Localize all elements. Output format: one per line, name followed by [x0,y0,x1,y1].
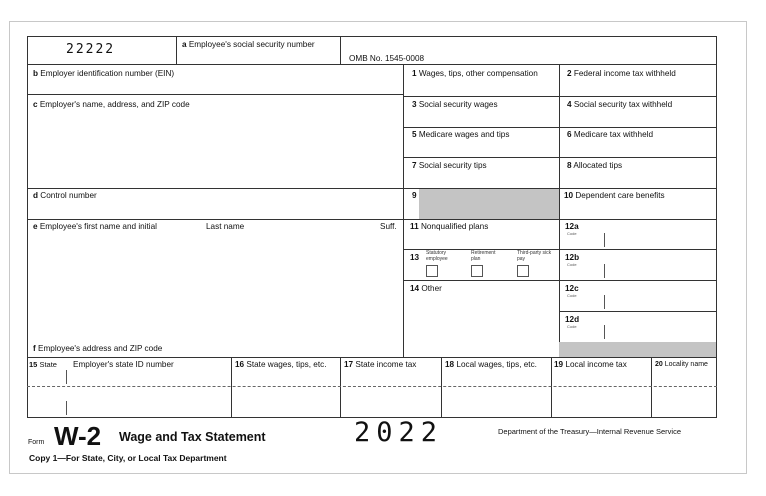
box-e-last-name: Last name [206,222,245,231]
box-11-label: 11 Nonqualified plans [410,222,489,231]
third-party-sick-pay-checkbox[interactable] [517,265,529,277]
box-a-text: Employee's social security number [188,40,315,49]
box-13-retirement-label: Retirement plan [471,250,496,262]
box-12a-divider [604,233,605,247]
box-2-label: 2 Federal income tax withheld [567,69,676,78]
control-code: 22222 [66,42,116,57]
row-line [559,280,716,281]
row-line [403,219,716,220]
divider [231,357,232,417]
box-9-label: 9 [412,191,417,200]
state-id-divider-lower [66,401,67,415]
divider [551,357,552,417]
box-14-label: 14 Other [410,284,442,293]
box-12b-label: 12b [565,253,580,262]
box-10-label: 10 Dependent care benefits [564,191,665,200]
box-7-text: Social security tips [418,161,487,170]
box-12-shaded [559,342,716,357]
box-4-text: Social security tax withheld [573,100,673,109]
row-line [27,219,403,220]
frame-top-line [27,36,717,37]
box-b-text: Employer identification number (EIN) [40,69,175,78]
divider [559,64,560,342]
box-2-text: Federal income tax withheld [573,69,676,78]
box-3-text: Social security wages [418,100,498,109]
row-line [27,64,717,65]
box-11-text: Nonqualified plans [420,222,489,231]
w2-form-page [9,21,747,474]
box-12d-label: 12d [565,315,580,324]
box-19-label: 19 Local income tax [554,360,627,369]
box-6-text: Medicare tax withheld [573,130,654,139]
box-17-label: 17 State income tax [344,360,417,369]
box-e-suffix: Suff. [380,222,397,231]
box-7-label: 7 Social security tips [412,161,487,170]
box-12b-code-label: Code [567,262,577,267]
box-e-label: e Employee's first name and initial [33,222,157,231]
form-word: Form [28,439,45,446]
box-5-text: Medicare wages and tips [418,130,510,139]
row-line [559,249,716,250]
box-18-text: Local wages, tips, etc. [456,360,537,369]
box-1-text: Wages, tips, other compensation [418,69,538,78]
box-6-label: 6 Medicare tax withheld [567,130,654,139]
box-4-label: 4 Social security tax withheld [567,100,673,109]
box-12a-label: 12a [565,222,579,231]
box-20-label: 20 Locality name [655,361,708,368]
row-line [27,94,403,95]
form-title: Wage and Tax Statement [119,430,266,444]
box-f-label: f Employee's address and ZIP code [33,344,163,353]
row-line [27,188,403,189]
box-12c-label: 12c [565,284,579,293]
divider [403,64,404,357]
box-1-label: 1 Wages, tips, other compensation [412,69,538,78]
box-9-shaded [419,189,559,219]
frame-right-line [716,36,717,417]
box-3-label: 3 Social security wages [412,100,498,109]
box-15-label: 15 State [29,360,57,369]
statutory-employee-checkbox[interactable] [426,265,438,277]
box-12c-code-label: Code [567,293,577,298]
form-name: W-2 [54,421,102,451]
box-20-text: Locality name [664,361,708,368]
box-b-label: b Employer identification number (EIN) [33,69,175,78]
omb-number: OMB No. 1545-0008 [349,54,425,63]
tax-year: 2022 [354,417,444,448]
box-15-text: State [39,360,57,369]
state-row-dashed-separator [27,386,717,387]
row-line [403,188,716,189]
box-10-text: Dependent care benefits [575,191,665,200]
box-5-label: 5 Medicare wages and tips [412,130,510,139]
box-8-label: 8 Allocated tips [567,161,623,170]
row-line [403,96,716,97]
box-16-label: 16 State wages, tips, etc. [235,360,327,369]
divider [176,36,177,64]
box-13-statutory-label: Statutory employee [426,250,448,262]
row-line [27,357,717,358]
box-d-text: Control number [40,191,97,200]
row-line [559,311,716,312]
box-f-text: Employee's address and ZIP code [38,344,163,353]
box-12a-code-label: Code [567,231,577,236]
box-c-label: c Employer's name, address, and ZIP code [33,100,190,109]
divider [340,36,341,64]
box-13-label: 13 [410,253,420,262]
box-12c-divider [604,295,605,309]
box-a-label: a Employee's social security number [182,40,315,49]
box-16-text: State wages, tips, etc. [246,360,327,369]
box-c-text: Employer's name, address, and ZIP code [39,100,190,109]
box-12d-divider [604,325,605,339]
box-12d-code-label: Code [567,324,577,329]
divider [651,357,652,417]
row-line [403,280,559,281]
divider [441,357,442,417]
box-8-text: Allocated tips [573,161,623,170]
copy-designation: Copy 1—For State, City, or Local Tax Department [29,453,227,463]
box-12b-divider [604,264,605,278]
box-15-state-id-label: Employer's state ID number [73,360,174,369]
state-id-divider-upper [66,370,67,384]
retirement-plan-checkbox[interactable] [471,265,483,277]
box-18-label: 18 Local wages, tips, etc. [445,360,537,369]
divider [340,357,341,417]
box-13-thirdparty-label: Third-party sick pay [517,250,552,262]
box-e-text: Employee's first name and initial [39,222,157,231]
box-d-label: d Control number [33,191,97,200]
box-14-text: Other [421,284,442,293]
box-19-text: Local income tax [565,360,627,369]
box-17-text: State income tax [355,360,417,369]
department-text: Department of the Treasury—Internal Revenue Service [498,427,682,436]
row-line [403,127,716,128]
row-line [403,157,716,158]
